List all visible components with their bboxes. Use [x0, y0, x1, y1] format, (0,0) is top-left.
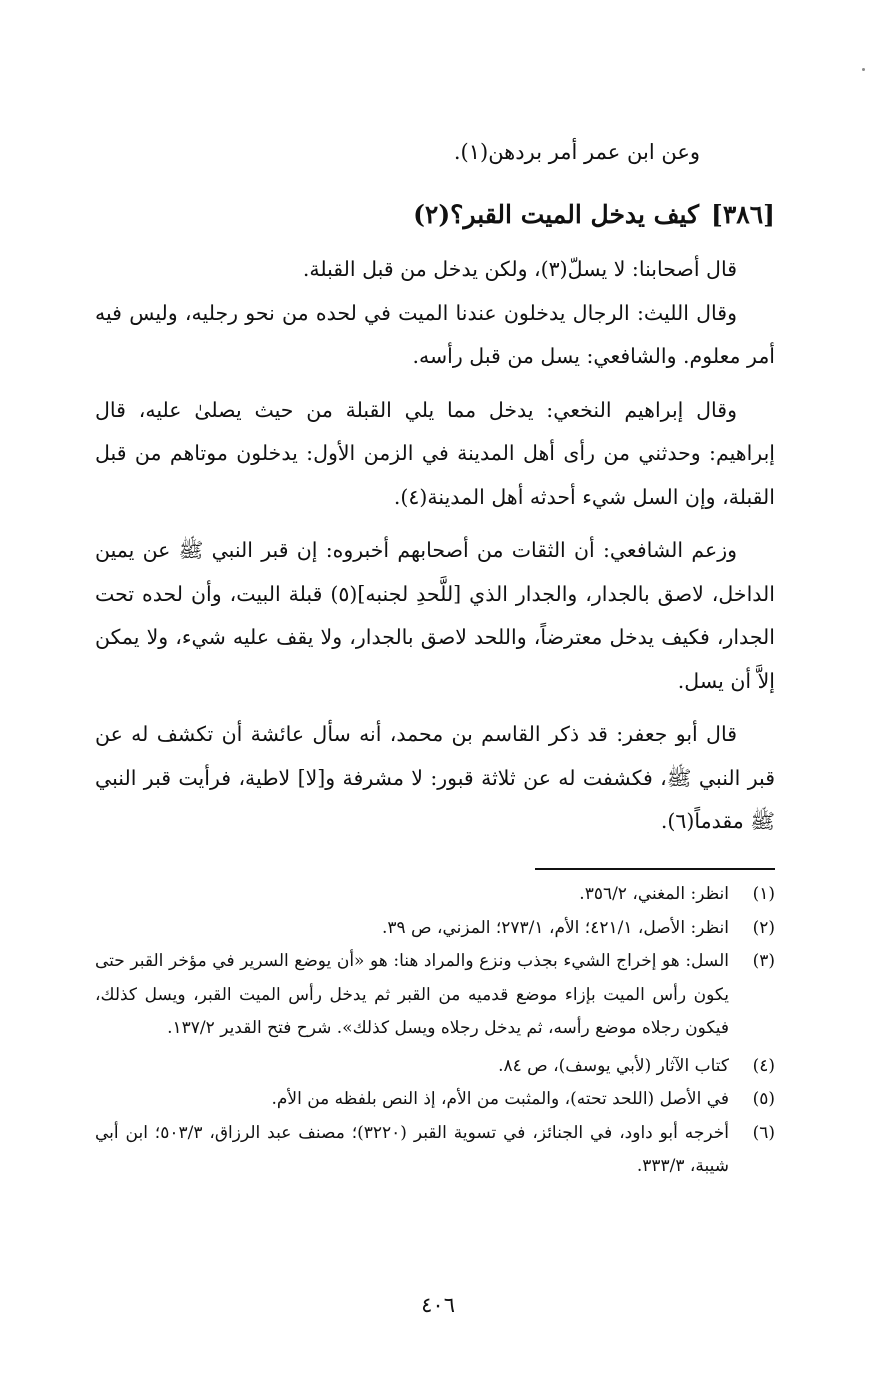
footnote-text: السل: هو إخراج الشيء بجذب ونزع والمراد هنا: هو «أن يوضع السرير في مؤخر القبر حتى يكون رأس الميت بإزاء موضع قدميه من القبر ثم يدخل رأس الميت القبر، ويسل كذلك، فيكون رجلاه موضع رأسه، ثم يدخل رجلاه ويسل كذلك». شرح فتح القدير ١٣٧/٢. — [95, 951, 729, 1038]
footnote-text: كتاب الآثار (لأبي يوسف)، ص ٨٤. — [498, 1055, 729, 1076]
footnote-text: انظر: المغني، ٣٥٦/٢. — [579, 884, 729, 904]
scan-speck — [862, 68, 865, 71]
paragraph: قال أصحابنا: لا يسلّ(٣)، ولكن يدخل من قبل القبلة. — [302, 257, 737, 281]
footnote-number: (٤) — [752, 1055, 775, 1076]
footnotes — [95, 878, 775, 1184]
paragraph: وزعم الشافعي: أن الثقات من أصحابهم أخبروه: إن قبر النبي ﷺ عن يمين الداخل، لاصق بالجدار، والجدار الذي [للَّحدِ لجنبه](٥) قبلة البيت، وأن لحده تحت الجدار، فكيف يدخل معترضاً، واللحد لاصق بالجدار، ولا يقف عليه شيء، ولا يمكن إلاَّ أن يسل. — [95, 538, 775, 693]
footnote-text: في الأصل (اللحد تحته)، والمثبت من الأم، إذ النص بلفظه من الأم. — [271, 1089, 729, 1109]
paragraph: وقال إبراهيم النخعي: يدخل مما يلي القبلة من حيث يصلىٰ عليه، قال إبراهيم: وحدثني من رأى أهل المدينة في الزمن الأول: يدخلون موتاهم من قبل القبلة، وإن السل شيء أحدثه أهل المدينة(٤). — [95, 397, 775, 509]
footnote — [95, 912, 775, 946]
paragraph: قال أبو جعفر: قد ذكر القاسم بن محمد، أنه سأل عائشة أن تكشف له عن قبر النبي ﷺ، فكشفت له عن ثلاثة قبور: لا مشرفة و[لا] لاطية، فرأيت قبر النبي ﷺ مقدماً(٦). — [95, 722, 775, 833]
footnote-text: انظر: الأصل، ٤٢١/١؛ الأم، ٢٧٣/١؛ المزني، ص ٣٩. — [381, 917, 729, 938]
footnote-number: (٢) — [752, 917, 775, 938]
section-title: كيف يدخل الميت القبر؟(٢) — [413, 200, 700, 229]
footnote — [95, 1050, 775, 1084]
footnote — [95, 945, 775, 1046]
page-number: ٤٠٦ — [421, 1293, 455, 1317]
footnote-number: (٣) — [752, 951, 775, 971]
footnote — [95, 1117, 775, 1184]
section-number: [٣٨٦] — [711, 200, 775, 229]
footnote-separator — [535, 868, 775, 870]
continuation-line: وعن ابن عمر أمر بردهن(١). — [453, 140, 700, 164]
book-page — [95, 0, 775, 1383]
main-text — [95, 248, 775, 844]
footnote — [95, 878, 775, 912]
footnote — [95, 1083, 775, 1117]
footnote-number: (١) — [752, 884, 775, 904]
footnote-text: أخرجه أبو داود، في الجنائز، في تسوية القبر (٣٢٢٠)؛ مصنف عبد الرزاق، ٥٠٣/٣؛ ابن أبي شيبة، ٣٣٣/٣. — [95, 1122, 730, 1176]
footnote-number: (٥) — [752, 1089, 775, 1109]
footnote-number: (٦) — [752, 1122, 775, 1143]
paragraph: وقال الليث: الرجال يدخلون عندنا الميت في لحده من نحو رجليه، وليس فيه أمر معلوم. والشافعي: يسل من قبل رأسه. — [95, 300, 775, 368]
section-heading — [413, 195, 775, 235]
